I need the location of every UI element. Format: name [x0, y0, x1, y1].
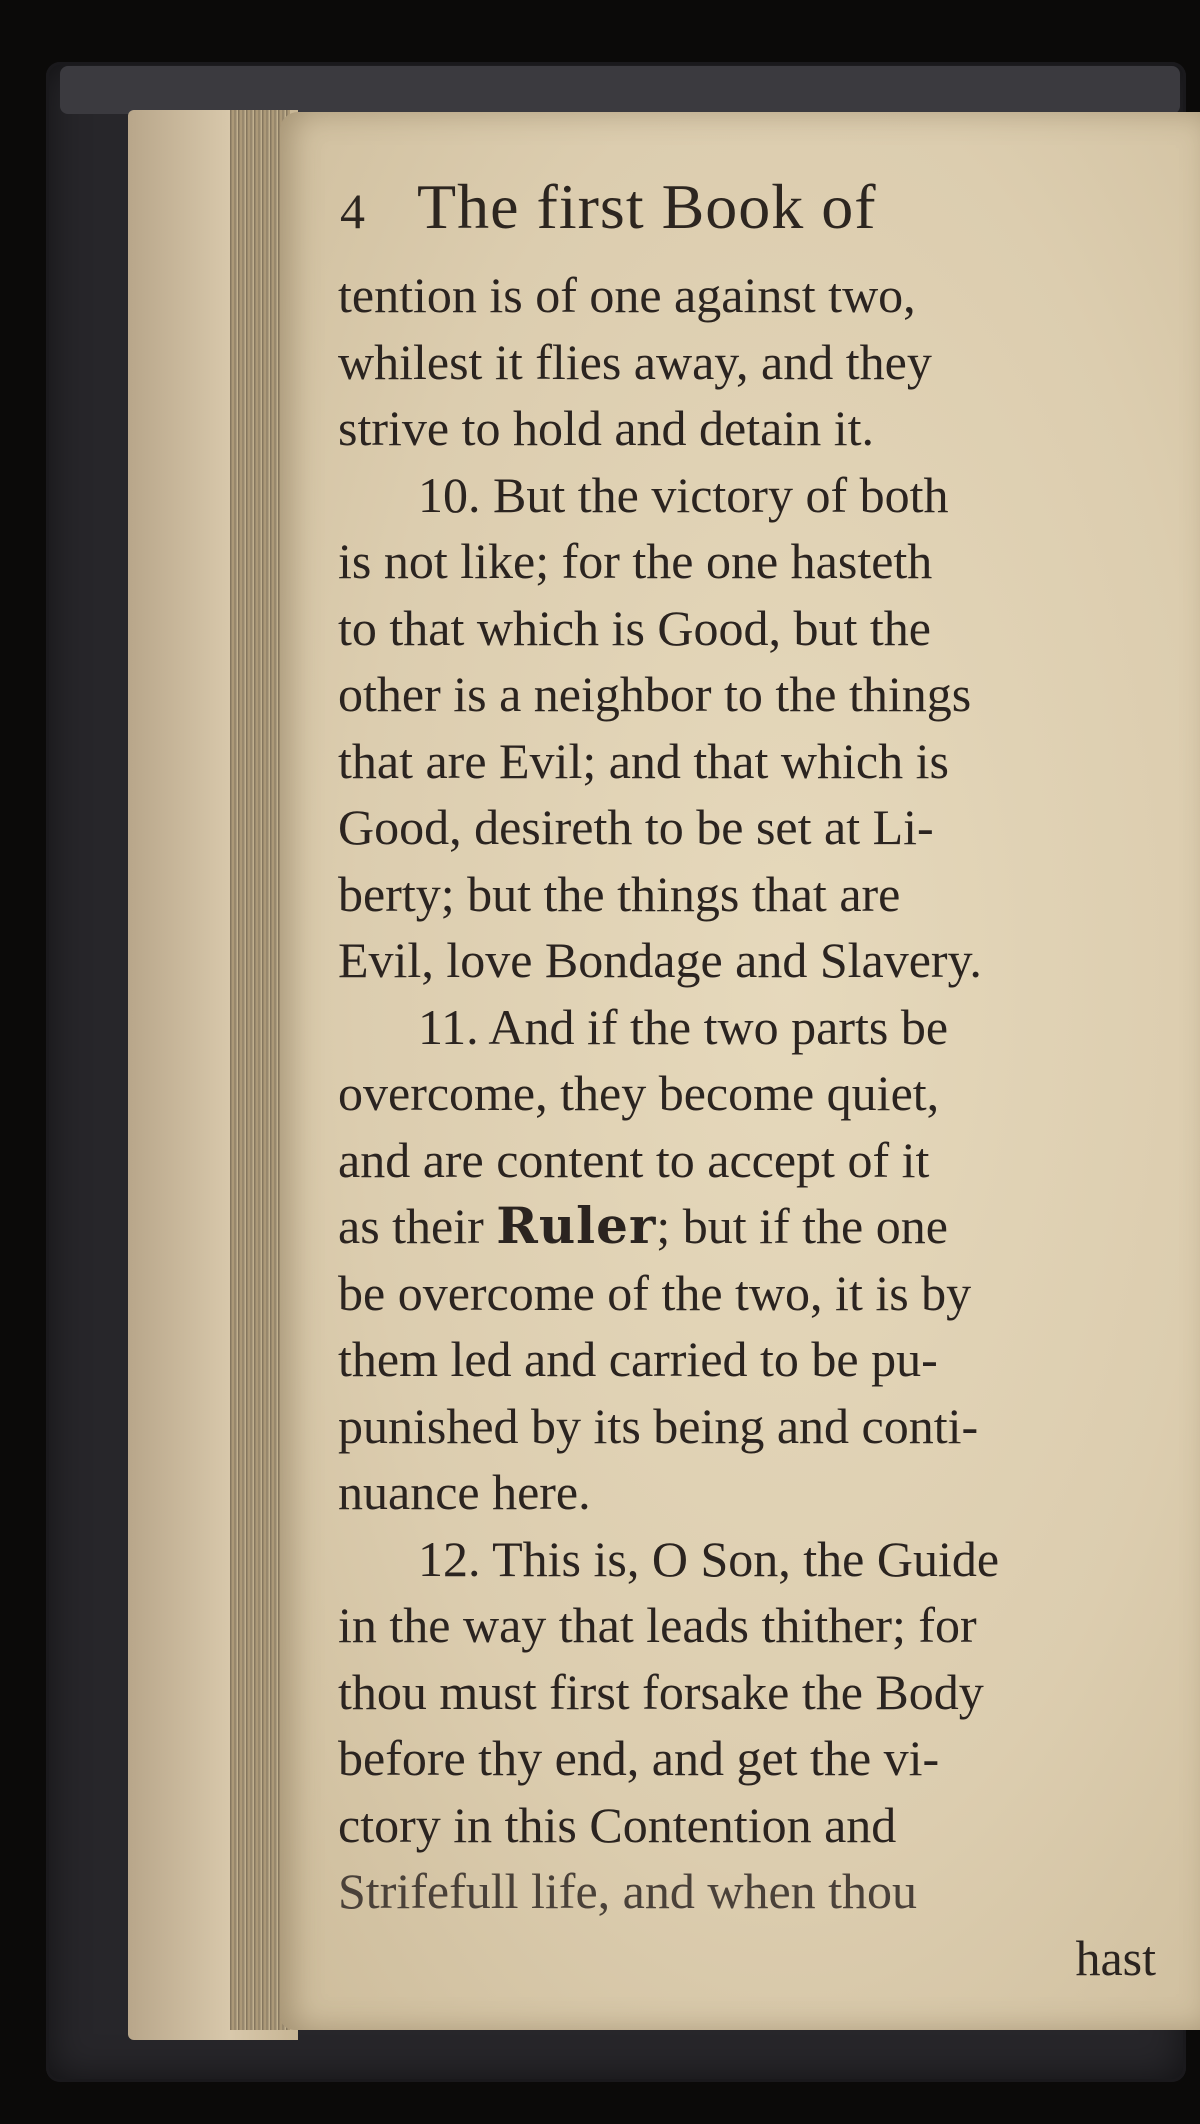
- text-line: before thy end, and get the vi-: [338, 1730, 940, 1786]
- running-head: The first Book of: [417, 171, 877, 242]
- text-line: in the way that leads thither; for: [338, 1597, 977, 1653]
- cover-edge: [60, 66, 1180, 114]
- text-line: strive to hold and detain it.: [338, 400, 875, 456]
- text-line: nuance here.: [338, 1464, 591, 1520]
- text-line: berty; but the things that are: [338, 865, 901, 922]
- body-text: [338, 262, 1166, 1991]
- text-line: punished by its being and conti-: [338, 1397, 979, 1454]
- text-fragment: as their: [338, 1198, 497, 1254]
- text-line: whilest it flies away, and they: [338, 333, 932, 390]
- text-line: 11. And if the two parts be: [418, 998, 949, 1055]
- text-line: overcome, they become quiet,: [338, 1065, 940, 1121]
- text-line: thou must first forsake the Body: [338, 1663, 984, 1720]
- text-line: them led and carried to be pu-: [338, 1331, 938, 1387]
- text-line: 10. But the victory of both: [418, 466, 949, 523]
- text-line: other is a neighbor to the things: [338, 666, 972, 722]
- page-number: 4: [340, 183, 365, 239]
- text-line: ctory in this Contention and: [338, 1796, 897, 1853]
- text-line: [338, 1193, 1166, 1260]
- ruler-word: Ruler: [496, 1196, 657, 1255]
- text-line: is not like; for the one hasteth: [338, 533, 933, 589]
- text-line: 12. This is, O Son, the Guide: [418, 1530, 1000, 1587]
- page-header: [340, 170, 877, 260]
- text-line: be overcome of the two, it is by: [338, 1264, 972, 1321]
- text-line: and are content to accept of it: [338, 1131, 930, 1188]
- text-line: Strifefull life, and when thou: [338, 1863, 918, 1919]
- text-line: Good, desireth to be set at Li-: [338, 799, 934, 855]
- text-line: to that which is Good, but the: [338, 599, 931, 656]
- text-line: Evil, love Bondage and Slavery.: [338, 932, 982, 988]
- text-line: that are Evil; and that which is: [338, 732, 949, 789]
- text-fragment: ; but if the one: [656, 1198, 948, 1254]
- catchword: hast: [1075, 1929, 1156, 1986]
- text-line: tention is of one against two,: [338, 267, 916, 323]
